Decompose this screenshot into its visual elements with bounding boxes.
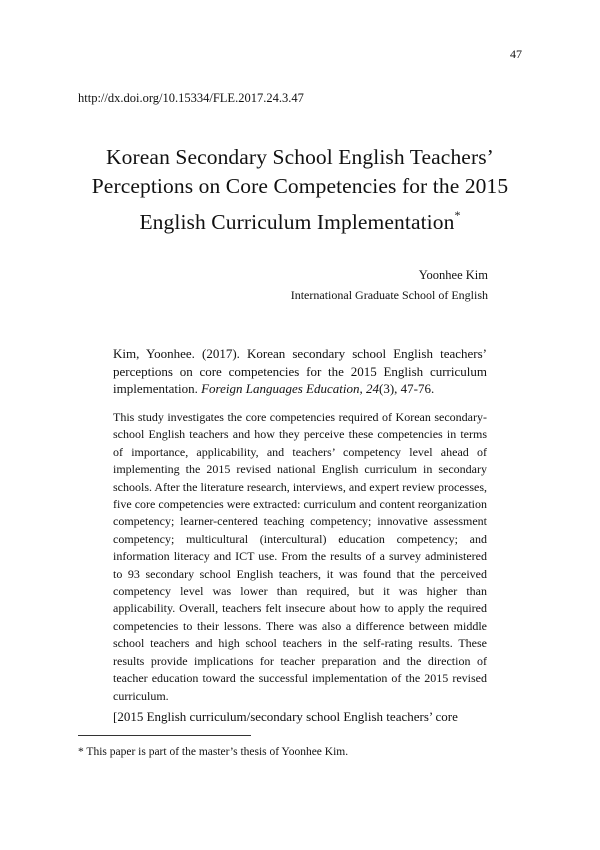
author-name: Yoonhee Kim <box>418 268 488 282</box>
title-line-3 <box>60 201 540 237</box>
author-affiliation: International Graduate School of English <box>290 288 488 302</box>
citation-tail: (3), 47-76. <box>379 381 435 396</box>
title-line-3-text: English Curriculum Implementation <box>139 210 455 234</box>
footnote: * This paper is part of the master’s thesis of Yoonhee Kim. <box>78 746 349 758</box>
abstract: This study investigates the core competencies required of Korean secondary-school English teachers and how they perceive these competencies in terms of importance, applicability, and teachers’ competency level ahead of implementing the 2015 revised national English curriculum in secondary schools. After the literature research, interviews, and expert review processes, five core competencies were extracted: curriculum and content reorganization competency; learner-centered teaching competency; innovative assessment competency; multicultural (intercultural) education competency; and information literacy and ICT use. From the results of a survey administered to 93 secondary school English teachers, it was found that the perceived competency level was lower than required, but it was higher than applicability. Overall, teachers felt insecure about how to apply the required competencies to their lessons. There was also a difference between middle school teachers and high school teachers in the self-rating results. These results provide implications for teacher preparation and the direction of teacher education toward the successful implementation of the 2015 revised curriculum. <box>113 410 487 703</box>
page-number: 47 <box>510 47 522 61</box>
citation-journal: Foreign Languages Education, 24 <box>201 381 379 396</box>
footnote-divider <box>78 735 251 736</box>
citation-lead: Kim, Yoonhee. (2017). Korean secondary school English teachers’ perceptions on core competencies for the 2015 English curriculum implementation. <box>113 346 487 396</box>
citation <box>113 345 487 398</box>
title-footnote-mark: * <box>454 208 461 222</box>
title-line-1: Korean Secondary School English Teachers’ <box>106 145 494 169</box>
keywords: [2015 English curriculum/secondary school English teachers’ core <box>113 709 458 724</box>
title-line-2: Perceptions on Core Competencies for the 2015 <box>91 174 509 198</box>
paper-title <box>60 143 540 237</box>
doi-link[interactable]: http://dx.doi.org/10.15334/FLE.2017.24.3.47 <box>78 91 304 105</box>
